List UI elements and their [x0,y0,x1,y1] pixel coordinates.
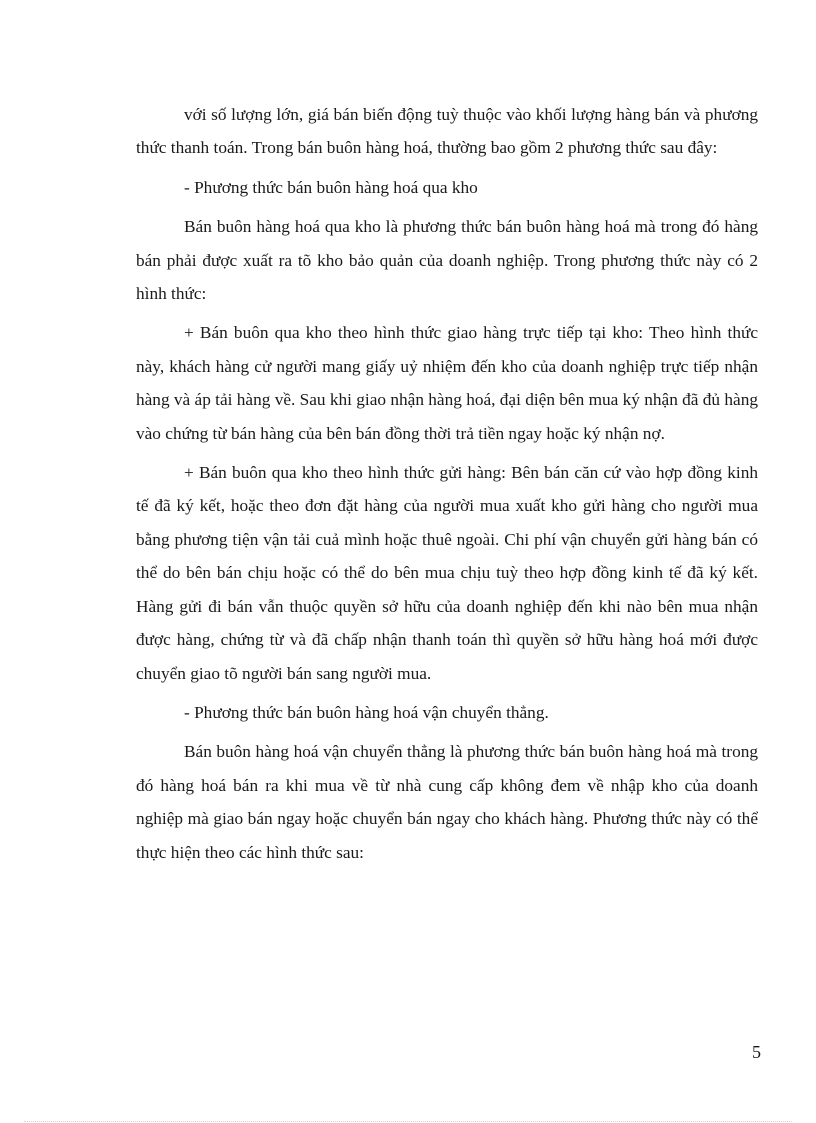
paragraph-5: + Bán buôn qua kho theo hình thức gửi hàng: Bên bán căn cứ vào hợp đồng kinh tế đã ký kết, hoặc theo đơn đặt hàng của người mua xuất kho gửi hàng cho người mua bằng phương tiện vận tải cuả mình hoặc thuê ngoài. Chi phí vận chuyển gửi hàng bán có thể do bên bán chịu hoặc có thể do bên mua chịu tuỳ theo hợp đồng kinh tế đã ký kết. Hàng gửi đi bán vẫn thuộc quyền sở hữu của doanh nghiệp đến khi nào bên mua nhận được hàng, chứng từ và đã chấp nhận thanh toán thì quyền sở hữu hàng hoá mới được chuyển giao tõ người bán sang người mua. [136,463,758,683]
body-text [136,98,758,869]
page-bottom-divider [24,1121,792,1122]
paragraph-4: + Bán buôn qua kho theo hình thức giao hàng trực tiếp tại kho: Theo hình thức này, khách hàng cử người mang giấy uỷ nhiệm đến kho của doanh nghiệp trực tiếp nhận hàng và áp tải hàng về. Sau khi giao nhận hàng hoá, đại diện bên mua ký nhận đã đủ hàng vào chứng từ bán hàng của bên bán đồng thời trả tiền ngay hoặc ký nhận nợ. [136,323,758,443]
paragraph-2: - Phương thức bán buôn hàng hoá qua kho [184,177,478,197]
page-number: 5 [752,1042,761,1062]
paragraph-1: với số lượng lớn, giá bán biến động tuỳ thuộc vào khối lượng hàng bán và phương thức thanh toán. Trong bán buôn hàng hoá, thường bao gồm 2 phương thức sau đây: [136,105,758,158]
paragraph-6: - Phương thức bán buôn hàng hoá vận chuyển thẳng. [184,702,549,722]
paragraph-3: Bán buôn hàng hoá qua kho là phương thức bán buôn hàng hoá mà trong đó hàng bán phải được xuất ra tõ kho bảo quản của doanh nghiệp. Trong phương thức này có 2 hình thức: [136,217,758,304]
paragraph-7: Bán buôn hàng hoá vận chuyển thẳng là phương thức bán buôn hàng hoá mà trong đó hàng hoá bán ra khi mua về từ nhà cung cấp không đem về nhập kho của doanh nghiệp mà giao bán ngay hoặc chuyển bán ngay cho khách hàng. Phương thức này có thể thực hiện theo các hình thức sau: [136,742,758,862]
